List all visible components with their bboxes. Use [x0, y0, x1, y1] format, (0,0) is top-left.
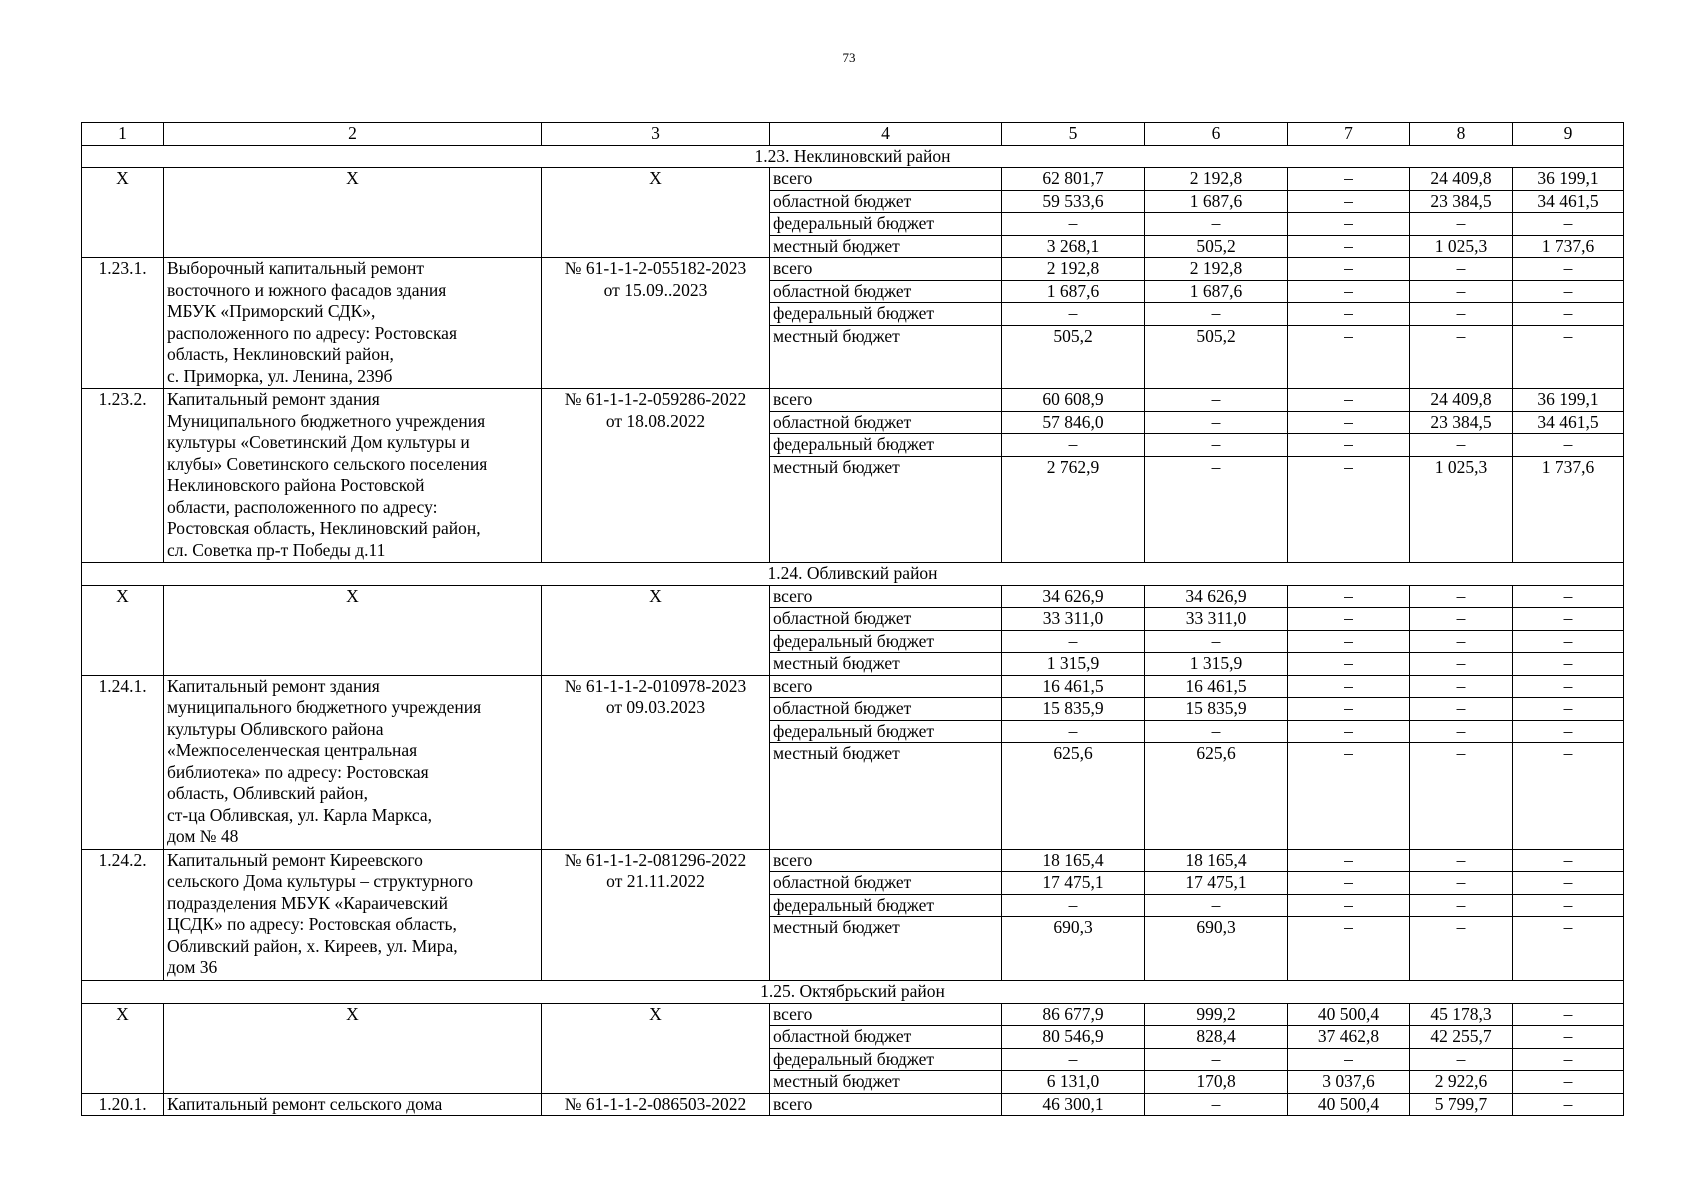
description-line: Капитальный ремонт здания: [167, 389, 380, 410]
section-row: [82, 981, 1624, 1004]
budget-label: областной бюджет: [770, 698, 1002, 721]
value-cell: –: [1145, 389, 1288, 412]
value-cell: 505,2: [1145, 235, 1288, 258]
value-cell: –: [1288, 325, 1410, 389]
value-cell: 1 737,6: [1513, 456, 1624, 563]
budget-label: всего: [770, 168, 1002, 191]
budget-label: всего: [770, 258, 1002, 281]
value-cell: 1 687,6: [1145, 280, 1288, 303]
item-number: 1.24.1.: [82, 675, 164, 849]
budget-label: федеральный бюджет: [770, 213, 1002, 236]
placeholder-x: Х: [542, 168, 770, 258]
budget-label: местный бюджет: [770, 1071, 1002, 1094]
value-cell: 24 409,8: [1410, 389, 1513, 412]
placeholder-x: Х: [82, 1003, 164, 1093]
budget-label: федеральный бюджет: [770, 434, 1002, 457]
document-line: № 61-1-1-2-055182-2023: [564, 258, 747, 278]
value-cell: –: [1410, 325, 1513, 389]
value-cell: 6 131,0: [1002, 1071, 1145, 1094]
placeholder-x: Х: [164, 585, 542, 675]
document-line: № 61-1-1-2-081296-2022: [564, 849, 747, 870]
description-line: «Межпоселенческая центральная: [167, 740, 418, 761]
value-cell: –: [1513, 280, 1624, 303]
header-cell: 5: [1002, 123, 1145, 146]
item-number: 1.23.2.: [82, 389, 164, 563]
value-cell: –: [1513, 258, 1624, 281]
budget-label: областной бюджет: [770, 411, 1002, 434]
value-cell: –: [1288, 411, 1410, 434]
value-cell: 37 462,8: [1288, 1026, 1410, 1049]
value-cell: –: [1288, 235, 1410, 258]
value-cell: 1 315,9: [1145, 653, 1288, 676]
value-cell: –: [1410, 585, 1513, 608]
document-line: от 15.09..2023: [603, 279, 708, 300]
description-line: области, расположенного по адресу:: [167, 496, 438, 517]
item-number: 1.23.1.: [82, 258, 164, 389]
value-cell: –: [1145, 411, 1288, 434]
description-line: Ростовская область, Неклиновский район,: [167, 518, 481, 539]
document-reference: [542, 1093, 770, 1116]
value-cell: –: [1513, 720, 1624, 743]
value-cell: –: [1513, 325, 1624, 389]
value-cell: –: [1288, 675, 1410, 698]
value-cell: –: [1288, 630, 1410, 653]
table-row: [82, 675, 1624, 698]
value-cell: 62 801,7: [1002, 168, 1145, 191]
value-cell: 86 677,9: [1002, 1003, 1145, 1026]
value-cell: –: [1002, 303, 1145, 326]
description-line: область, Обливский район,: [167, 783, 368, 804]
value-cell: 59 533,6: [1002, 190, 1145, 213]
value-cell: 15 835,9: [1145, 698, 1288, 721]
value-cell: 34 626,9: [1145, 585, 1288, 608]
budget-label: всего: [770, 1003, 1002, 1026]
description-line: дом № 48: [167, 826, 239, 847]
budget-label: местный бюджет: [770, 917, 1002, 981]
value-cell: –: [1288, 872, 1410, 895]
value-cell: 1 687,6: [1145, 190, 1288, 213]
budget-label: областной бюджет: [770, 608, 1002, 631]
value-cell: –: [1145, 1093, 1288, 1116]
value-cell: 3 268,1: [1002, 235, 1145, 258]
value-cell: –: [1288, 894, 1410, 917]
table-row: [82, 849, 1624, 872]
description-line: Капитальный ремонт Киреевского: [167, 849, 423, 870]
value-cell: –: [1002, 720, 1145, 743]
value-cell: 2 192,8: [1002, 258, 1145, 281]
value-cell: –: [1513, 434, 1624, 457]
value-cell: –: [1145, 630, 1288, 653]
value-cell: 690,3: [1145, 917, 1288, 981]
placeholder-x: Х: [542, 1003, 770, 1093]
value-cell: –: [1513, 849, 1624, 872]
value-cell: –: [1288, 653, 1410, 676]
description-line: Капитальный ремонт сельского дома: [167, 1093, 443, 1114]
value-cell: 80 546,9: [1002, 1026, 1145, 1049]
value-cell: –: [1002, 213, 1145, 236]
value-cell: 40 500,4: [1288, 1003, 1410, 1026]
value-cell: 1 025,3: [1410, 235, 1513, 258]
value-cell: 36 199,1: [1513, 168, 1624, 191]
description-line: Обливский район, х. Киреев, ул. Мира,: [167, 935, 458, 956]
value-cell: 57 846,0: [1002, 411, 1145, 434]
value-cell: –: [1513, 1026, 1624, 1049]
budget-label: местный бюджет: [770, 456, 1002, 563]
description-line: культуры «Советинский Дом культуры и: [167, 432, 470, 453]
value-cell: 1 737,6: [1513, 235, 1624, 258]
description-line: с. Приморка, ул. Ленина, 239б: [167, 365, 393, 386]
value-cell: –: [1145, 456, 1288, 563]
description-line: МБУК «Приморский СДК»,: [167, 301, 376, 321]
header-cell: 6: [1145, 123, 1288, 146]
value-cell: 33 311,0: [1002, 608, 1145, 631]
value-cell: –: [1145, 720, 1288, 743]
value-cell: –: [1288, 213, 1410, 236]
value-cell: 170,8: [1145, 1071, 1288, 1094]
table-row: [82, 168, 1624, 191]
description-line: Капитальный ремонт здания: [167, 675, 380, 696]
value-cell: 18 165,4: [1002, 849, 1145, 872]
value-cell: 15 835,9: [1002, 698, 1145, 721]
item-description: [164, 389, 542, 563]
value-cell: –: [1288, 698, 1410, 721]
value-cell: 625,6: [1002, 743, 1145, 850]
value-cell: –: [1288, 168, 1410, 191]
value-cell: 1 315,9: [1002, 653, 1145, 676]
description-line: Неклиновского района Ростовской: [167, 475, 425, 496]
value-cell: –: [1410, 213, 1513, 236]
description-line: муниципального бюджетного учреждения: [167, 697, 482, 718]
table-row: [82, 389, 1624, 412]
value-cell: –: [1288, 743, 1410, 850]
item-description: [164, 1093, 542, 1116]
placeholder-x: Х: [164, 1003, 542, 1093]
value-cell: –: [1288, 303, 1410, 326]
value-cell: 3 037,6: [1288, 1071, 1410, 1094]
description-line: сельского Дома культуры – структурного: [167, 871, 474, 892]
header-cell: 2: [164, 123, 542, 146]
header-cell: 1: [82, 123, 164, 146]
value-cell: –: [1513, 653, 1624, 676]
value-cell: –: [1145, 434, 1288, 457]
value-cell: –: [1145, 303, 1288, 326]
value-cell: –: [1513, 894, 1624, 917]
section-title: 1.23. Неклиновский район: [82, 145, 1624, 168]
value-cell: 34 461,5: [1513, 411, 1624, 434]
item-number: 1.20.1.: [82, 1093, 164, 1116]
budget-table: [81, 122, 1624, 1116]
value-cell: –: [1410, 258, 1513, 281]
section-row: [82, 145, 1624, 168]
value-cell: –: [1410, 608, 1513, 631]
item-description: [164, 675, 542, 849]
value-cell: 23 384,5: [1410, 190, 1513, 213]
budget-label: местный бюджет: [770, 235, 1002, 258]
section-row: [82, 563, 1624, 586]
value-cell: –: [1513, 1048, 1624, 1071]
description-line: культуры Обливского района: [167, 718, 384, 739]
document-reference: [542, 258, 770, 389]
value-cell: 2 192,8: [1145, 168, 1288, 191]
value-cell: –: [1513, 743, 1624, 850]
header-cell: 9: [1513, 123, 1624, 146]
value-cell: –: [1288, 585, 1410, 608]
value-cell: –: [1410, 743, 1513, 850]
value-cell: 2 922,6: [1410, 1071, 1513, 1094]
value-cell: –: [1410, 630, 1513, 653]
value-cell: –: [1513, 917, 1624, 981]
value-cell: –: [1513, 1071, 1624, 1094]
budget-label: всего: [770, 389, 1002, 412]
description-line: ЦСДК» по адресу: Ростовская область,: [167, 914, 457, 935]
document-line: от 09.03.2023: [605, 697, 706, 718]
value-cell: 17 475,1: [1145, 872, 1288, 895]
document-reference: [542, 389, 770, 563]
budget-label: федеральный бюджет: [770, 303, 1002, 326]
document-line: от 18.08.2022: [605, 410, 706, 431]
value-cell: 40 500,4: [1288, 1093, 1410, 1116]
description-line: подразделения МБУК «Караичевский: [167, 892, 448, 913]
value-cell: 34 626,9: [1002, 585, 1145, 608]
item-description: [164, 849, 542, 980]
document-line: от 21.11.2022: [606, 871, 705, 892]
value-cell: –: [1410, 1048, 1513, 1071]
budget-label: областной бюджет: [770, 872, 1002, 895]
value-cell: –: [1410, 894, 1513, 917]
table-row: [82, 1093, 1624, 1116]
budget-label: федеральный бюджет: [770, 894, 1002, 917]
value-cell: 17 475,1: [1002, 872, 1145, 895]
section-title: 1.25. Октябрьский район: [82, 981, 1624, 1004]
header-cell: 3: [542, 123, 770, 146]
document-reference: [542, 675, 770, 849]
value-cell: –: [1410, 698, 1513, 721]
description-line: Муниципального бюджетного учреждения: [167, 410, 486, 431]
value-cell: –: [1002, 434, 1145, 457]
value-cell: –: [1410, 872, 1513, 895]
description-line: расположенного по адресу: Ростовская: [167, 322, 457, 343]
value-cell: –: [1410, 653, 1513, 676]
description-line: дом 36: [167, 957, 218, 978]
value-cell: –: [1288, 720, 1410, 743]
document-line: № 61-1-1-2-059286-2022: [564, 389, 747, 410]
value-cell: –: [1513, 608, 1624, 631]
header-cell: 8: [1410, 123, 1513, 146]
value-cell: –: [1410, 917, 1513, 981]
value-cell: –: [1513, 303, 1624, 326]
placeholder-x: Х: [542, 585, 770, 675]
description-line: клубы» Советинского сельского поселения: [167, 453, 488, 474]
budget-label: всего: [770, 849, 1002, 872]
value-cell: 1 687,6: [1002, 280, 1145, 303]
value-cell: –: [1288, 280, 1410, 303]
value-cell: –: [1513, 675, 1624, 698]
value-cell: –: [1513, 585, 1624, 608]
table-row: [82, 258, 1624, 281]
item-description: [164, 258, 542, 389]
value-cell: –: [1513, 630, 1624, 653]
budget-label: всего: [770, 585, 1002, 608]
value-cell: –: [1288, 849, 1410, 872]
value-cell: –: [1002, 630, 1145, 653]
value-cell: 5 799,7: [1410, 1093, 1513, 1116]
placeholder-x: Х: [164, 168, 542, 258]
value-cell: 45 178,3: [1410, 1003, 1513, 1026]
value-cell: 18 165,4: [1145, 849, 1288, 872]
value-cell: 16 461,5: [1002, 675, 1145, 698]
value-cell: –: [1002, 894, 1145, 917]
value-cell: 16 461,5: [1145, 675, 1288, 698]
description-line: Выборочный капитальный ремонт: [167, 258, 425, 278]
value-cell: 36 199,1: [1513, 389, 1624, 412]
value-cell: –: [1145, 213, 1288, 236]
value-cell: –: [1288, 434, 1410, 457]
value-cell: 60 608,9: [1002, 389, 1145, 412]
value-cell: –: [1513, 1093, 1624, 1116]
budget-label: областной бюджет: [770, 280, 1002, 303]
value-cell: –: [1288, 608, 1410, 631]
header-cell: 7: [1288, 123, 1410, 146]
document-reference: [542, 849, 770, 980]
value-cell: –: [1145, 1048, 1288, 1071]
value-cell: –: [1513, 872, 1624, 895]
budget-label: всего: [770, 1093, 1002, 1116]
value-cell: –: [1288, 389, 1410, 412]
value-cell: 505,2: [1002, 325, 1145, 389]
header-cell: 4: [770, 123, 1002, 146]
placeholder-x: Х: [82, 585, 164, 675]
budget-label: местный бюджет: [770, 325, 1002, 389]
value-cell: 505,2: [1145, 325, 1288, 389]
document-line: № 61-1-1-2-010978-2023: [564, 675, 747, 696]
value-cell: –: [1410, 303, 1513, 326]
value-cell: 33 311,0: [1145, 608, 1288, 631]
value-cell: –: [1410, 675, 1513, 698]
value-cell: 23 384,5: [1410, 411, 1513, 434]
value-cell: –: [1288, 1048, 1410, 1071]
description-line: восточного и южного фасадов здания: [167, 279, 447, 300]
value-cell: –: [1288, 258, 1410, 281]
description-line: библиотека» по адресу: Ростовская: [167, 761, 429, 782]
budget-label: областной бюджет: [770, 1026, 1002, 1049]
value-cell: 34 461,5: [1513, 190, 1624, 213]
budget-label: федеральный бюджет: [770, 630, 1002, 653]
value-cell: 1 025,3: [1410, 456, 1513, 563]
description-line: ст-ца Обливская, ул. Карла Маркса,: [167, 804, 433, 825]
value-cell: 625,6: [1145, 743, 1288, 850]
budget-label: местный бюджет: [770, 653, 1002, 676]
value-cell: 42 255,7: [1410, 1026, 1513, 1049]
budget-label: федеральный бюджет: [770, 1048, 1002, 1071]
value-cell: –: [1410, 849, 1513, 872]
value-cell: 999,2: [1145, 1003, 1288, 1026]
value-cell: 24 409,8: [1410, 168, 1513, 191]
section-title: 1.24. Обливский район: [82, 563, 1624, 586]
value-cell: 2 192,8: [1145, 258, 1288, 281]
value-cell: 46 300,1: [1002, 1093, 1145, 1116]
value-cell: –: [1513, 1003, 1624, 1026]
header-row: [82, 123, 1624, 146]
description-line: сл. Советка пр-т Победы д.11: [167, 539, 386, 560]
item-number: 1.24.2.: [82, 849, 164, 980]
value-cell: 2 762,9: [1002, 456, 1145, 563]
document-line: № 61-1-1-2-086503-2022: [564, 1093, 747, 1114]
value-cell: 828,4: [1145, 1026, 1288, 1049]
budget-label: федеральный бюджет: [770, 720, 1002, 743]
page-number: 73: [842, 50, 856, 65]
value-cell: –: [1513, 698, 1624, 721]
value-cell: –: [1288, 190, 1410, 213]
placeholder-x: Х: [82, 168, 164, 258]
value-cell: –: [1410, 434, 1513, 457]
table-row: [82, 1003, 1624, 1026]
value-cell: –: [1288, 917, 1410, 981]
budget-label: всего: [770, 675, 1002, 698]
value-cell: –: [1002, 1048, 1145, 1071]
description-line: область, Неклиновский район,: [167, 344, 394, 364]
table-row: [82, 585, 1624, 608]
value-cell: –: [1410, 720, 1513, 743]
value-cell: –: [1410, 280, 1513, 303]
value-cell: –: [1288, 456, 1410, 563]
value-cell: 690,3: [1002, 917, 1145, 981]
budget-label: местный бюджет: [770, 743, 1002, 850]
budget-label: областной бюджет: [770, 190, 1002, 213]
value-cell: –: [1145, 894, 1288, 917]
value-cell: –: [1513, 213, 1624, 236]
